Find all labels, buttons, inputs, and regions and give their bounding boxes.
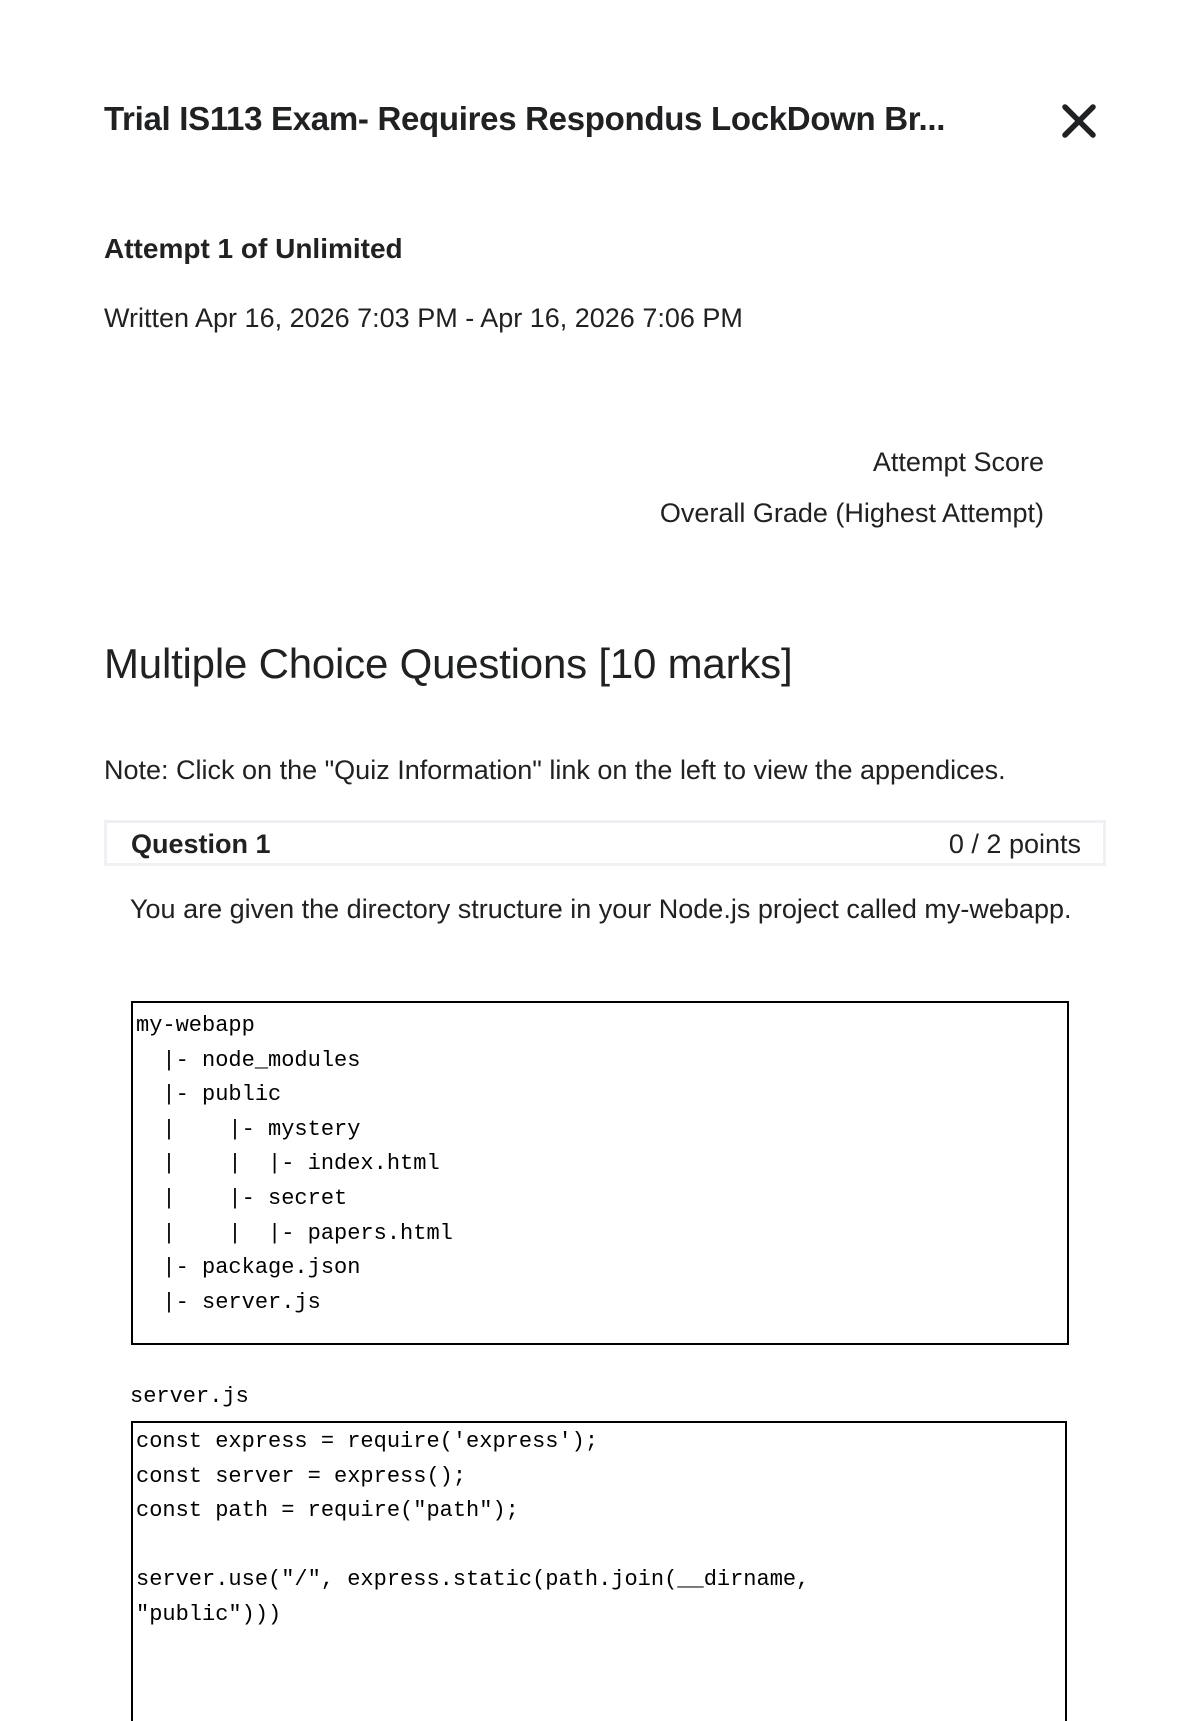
- dialog-header: [104, 96, 1104, 146]
- question-text: You are given the directory structure in your Node.js project called my-webapp.: [130, 894, 1072, 924]
- question-points: 0 / 2 points: [948, 829, 1081, 859]
- section-title: Multiple Choice Questions [10 marks]: [104, 640, 793, 687]
- close-button[interactable]: [1054, 96, 1104, 146]
- directory-structure-code: my-webapp |- node_modules |- public | |- mystery | | |- index.html | |- secret | | |- papers.html |- package.json |- server.js: [136, 1013, 453, 1315]
- question-title: Question 1: [131, 829, 271, 859]
- attempt-score-label: Attempt Score: [872, 447, 1044, 477]
- attempt-label: Attempt 1 of Unlimited: [104, 233, 403, 264]
- directory-structure-box: [131, 1001, 1069, 1345]
- close-icon: [1054, 96, 1104, 146]
- section-note: Note: Click on the "Quiz Information" link on the left to view the appendices.: [104, 755, 1006, 785]
- overall-grade-label: Overall Grade (Highest Attempt): [659, 498, 1044, 528]
- question-header: [104, 820, 1106, 866]
- server-code: const express = require('express'); const server = express(); const path = require("path"); server.use("/", express.static(path.join(__dirname, "public"))): [136, 1429, 810, 1627]
- written-timestamp: Written Apr 16, 2026 7:03 PM - Apr 16, 2026 7:06 PM: [104, 303, 743, 333]
- server-code-box: [131, 1421, 1067, 1721]
- page-title: Trial IS113 Exam- Requires Respondus LockDown Br...: [104, 100, 946, 137]
- server-file-label: server.js: [130, 1384, 249, 1409]
